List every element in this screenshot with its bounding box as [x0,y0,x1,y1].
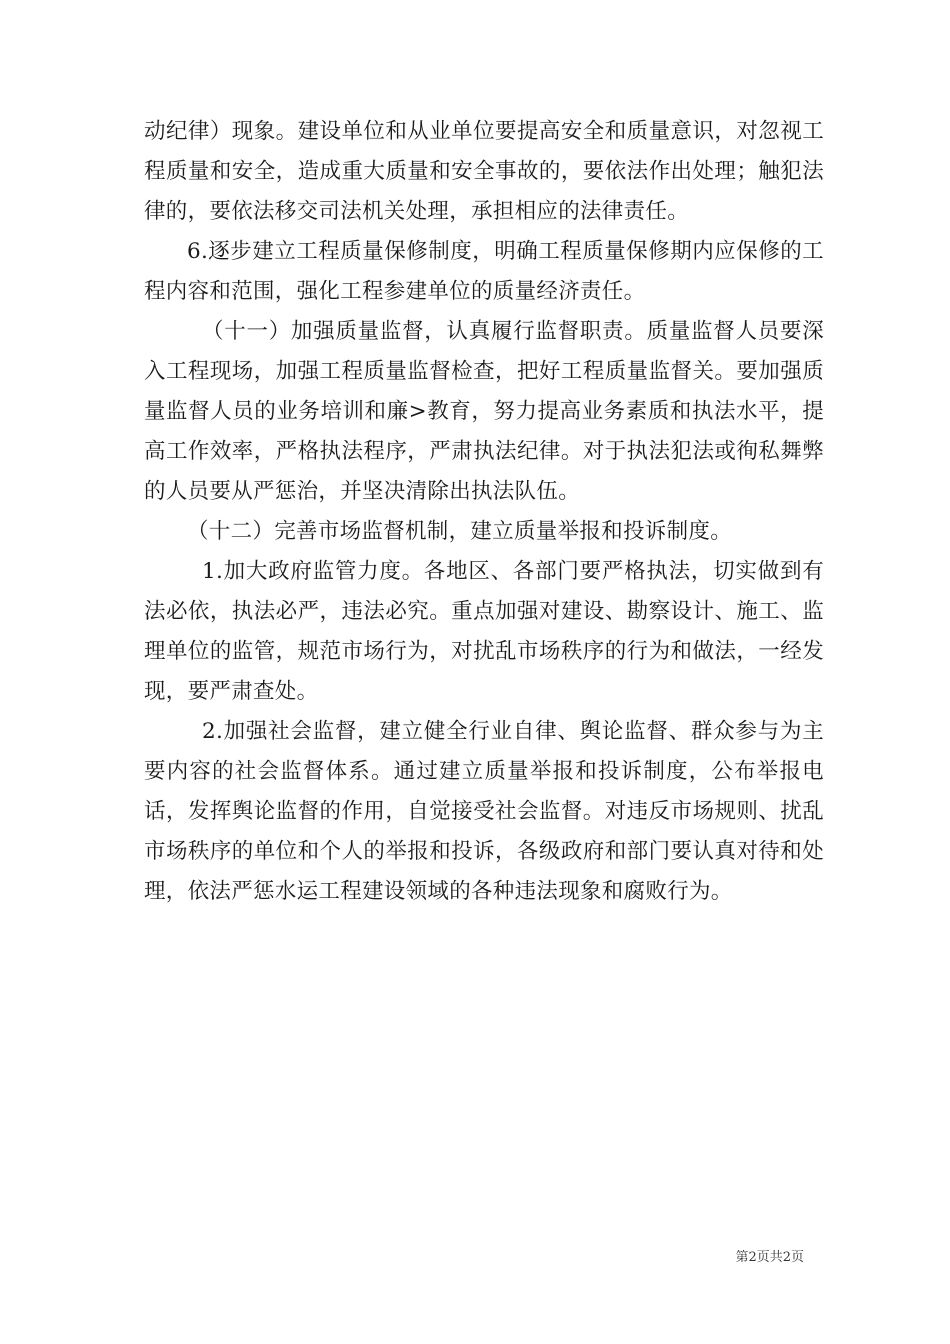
paragraph-section-11: （十一）加强质量监督，认真履行监督职责。质量监督人员要深入工程现场，加强工程质量监督检查，把好工程质量监督关。要加强质量监督人员的业务培训和廉>教育，努力提高业务素质和执法水平，提高工作效率，严格执法程序，严肃执法纪律。对于执法犯法或徇私舞弊的人员要从严惩治，并坚决清除出执法队伍。 [144,319,824,504]
paragraph-section-12: （十二）完善市场监督机制，建立质量举报和投诉制度。 [187,519,733,544]
page-number-footer: 第2页共2页 [735,1250,804,1265]
paragraph-continuation: 动纪律）现象。建设单位和从业单位要提高安全和质量意识，对忽视工程质量和安全，造成重大质量和安全事故的，要依法作出处理；触犯法律的，要依法移交司法机关处理，承担相应的法律责任。 [144,119,824,224]
paragraph-item-2: 2.加强社会监督，建立健全行业自律、舆论监督、群众参与为主要内容的社会监督体系。通过建立质量举报和投诉制度，公布举报电话，发挥舆论监督的作用，自觉接受社会监督。对违反市场规则、扰乱市场秩序的单位和个人的举报和投诉，各级政府和部门要认真对待和处理，依法严惩水运工程建设领域的各种违法现象和腐败行为。 [144,719,824,904]
paragraph-item-1: 1.加大政府监管力度。各地区、各部门要严格执法，切实做到有法必依，执法必严，违法必究。重点加强对建设、勘察设计、施工、监理单位的监管，规范市场行为，对扰乱市场秩序的行为和做法，一经发现，要严肃查处。 [144,559,824,704]
paragraph-item-6: 6.逐步建立工程质量保修制度，明确工程质量保修期内应保修的工程内容和范围，强化工程参建单位的质量经济责任。 [144,239,824,304]
document-body [144,112,824,912]
